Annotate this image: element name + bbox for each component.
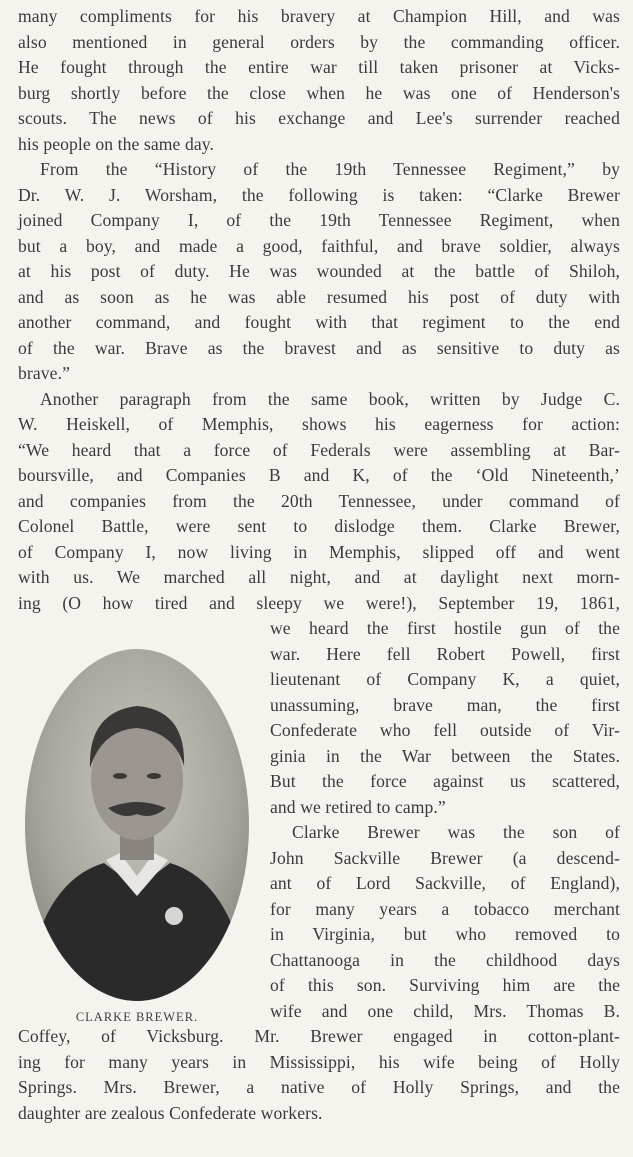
text-line: burg shortly before the close when he was one of Henderson's <box>18 82 620 103</box>
text-line: Coffey, of Vicksburg. Mr. Brewer engaged in cotton-plant- <box>18 1026 620 1046</box>
text-line: John Sackville Brewer (a descend- <box>270 847 620 868</box>
text-line: Springs. Mrs. Brewer, a native of Holly Springs, and the <box>18 1077 620 1097</box>
text-line: ing for many years in Mississippi, his wife being of Holly <box>18 1051 620 1072</box>
text-line: Chattanooga in the childhood days <box>270 949 620 970</box>
text-line: W. Heiskell, of Memphis, shows his eagerness for action: <box>18 414 620 434</box>
text-line: many compliments for his bravery at Champion Hill, and was <box>18 6 620 26</box>
text-line: war. Here fell Robert Powell, first <box>270 643 620 664</box>
text-line: joined Company I, of the 19th Tennessee Regiment, when <box>18 210 620 230</box>
text-line: of this son. Surviving him are the <box>270 975 620 995</box>
text-line: ant of Lord Sackville, of England), <box>270 873 620 893</box>
text-line: ginia in the War between the States. <box>270 745 620 766</box>
text-line: of Company I, now living in Memphis, slipped off and went <box>18 541 620 562</box>
photo-caption: CLARKE BREWER. <box>75 1010 199 1024</box>
text-line: From the “History of the 19th Tennessee Regiment,” by <box>40 159 620 179</box>
text-line: for many years a tobacco merchant <box>270 898 620 919</box>
text-line: in Virginia, but who removed to <box>270 924 620 944</box>
text-line: He fought through the entire war till taken prisoner at Vicks- <box>18 57 620 77</box>
text-line: Colonel Battle, were sent to dislodge them. Clarke Brewer, <box>18 516 620 536</box>
text-line: and we retired to camp.” <box>270 796 446 817</box>
text-line: and companies from the 20th Tennessee, under command of <box>18 490 620 511</box>
text-line: But the force against us scattered, <box>270 771 620 791</box>
text-line: another command, and fought with that regiment to the end <box>18 312 620 332</box>
text-line: but a boy, and made a good, faithful, and brave soldier, always <box>18 235 620 256</box>
text-line: Clarke Brewer was the son of <box>292 822 620 842</box>
text-line: Dr. W. J. Worsham, the following is taken: “Clarke Brewer <box>18 184 620 205</box>
text-line: wife and one child, Mrs. Thomas B. <box>270 1000 620 1021</box>
portrait-photo <box>24 648 250 1002</box>
text-line: and as soon as he was able resumed his post of duty with <box>18 286 620 307</box>
text-line: of the war. Brave as the bravest and as sensitive to duty as <box>18 337 620 358</box>
text-line: ing (O how tired and sleepy we were!), September 19, 1861, <box>18 592 620 613</box>
text-line: unassuming, brave man, the first <box>270 694 620 715</box>
text-line: boursville, and Companies B and K, of the ‘Old Nineteenth,’ <box>18 465 620 485</box>
text-line: brave.” <box>18 363 70 383</box>
text-line: Confederate who fell outside of Vir- <box>270 720 620 740</box>
text-line: also mentioned in general orders by the commanding officer. <box>18 31 620 52</box>
text-line: scouts. The news of his exchange and Lee's surrender reached <box>18 108 620 128</box>
text-line: lieutenant of Company K, a quiet, <box>270 669 620 689</box>
text-line: at his post of duty. He was wounded at the battle of Shiloh, <box>18 261 620 281</box>
text-line: with us. We marched all night, and at daylight next morn- <box>18 567 620 587</box>
text-line: we heard the first hostile gun of the <box>270 618 620 638</box>
text-line: his people on the same day. <box>18 133 215 154</box>
text-line: Another paragraph from the same book, written by Judge C. <box>40 388 620 409</box>
text-line: daughter are zealous Confederate workers. <box>18 1102 323 1123</box>
text-line: “We heard that a force of Federals were assembling at Bar- <box>18 439 620 460</box>
